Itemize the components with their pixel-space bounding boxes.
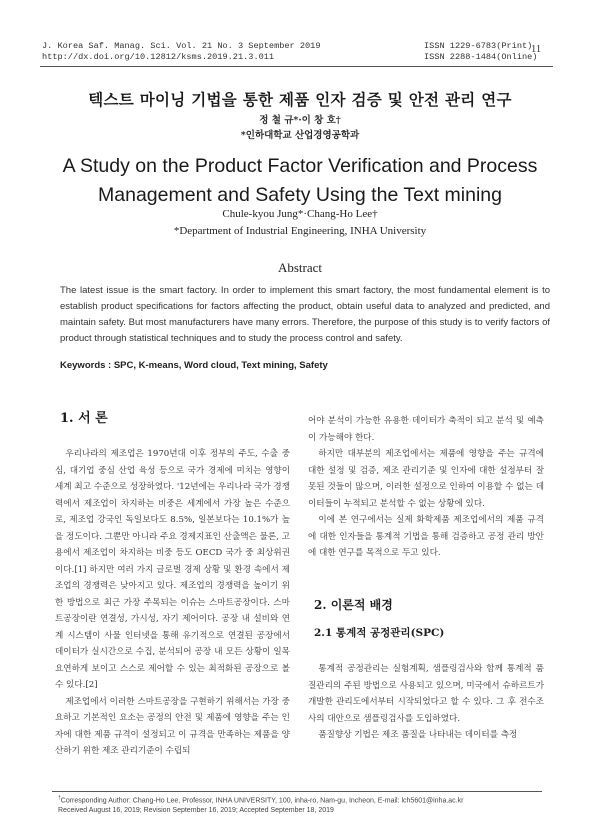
journal-header [42, 41, 320, 63]
section-2-heading: 2. 이론적 배경 [314, 598, 393, 612]
body-column-right-section-2 [308, 661, 544, 744]
journal-citation: J. Korea Saf. Manag. Sci. Vol. 21 No. 3 September 2019 [42, 41, 321, 51]
abstract-heading: Abstract [277, 260, 323, 275]
section-1-heading: 1. 서 론 [60, 411, 108, 426]
body-paragraph [55, 694, 290, 760]
body-paragraph: 이에 본 연구에서는 실제 화학제품 제조업에서의 제품 규격에 대한 인자들을 통계적 기법을 통해 검증하고 공정 관리 방안에 대한 연구를 목적으로 두고 있다. [308, 515, 544, 558]
korean-affiliation: *인하대학교 산업경영공학과 [240, 130, 360, 141]
dagger-mark: † [58, 795, 61, 801]
submission-dates: Received August 16, 2019; Revision September 16, 2019; Accepted September 18, 2019 [58, 806, 334, 814]
header-divider [40, 66, 553, 67]
korean-authors: 정 철 규*·이 창 호† [259, 115, 341, 126]
body-paragraph: 통계적 공정관리는 실험계획, 샘플링검사와 함께 통계적 품질관리의 주된 방법으로 사용되고 있으며, 미국에서 슈하르트가 개발한 관리도에서부터 시작되었다고 할 수 있다. 그 후 전수조사의 대안으로 샘플링검사를 도입하였다. [308, 664, 544, 724]
doi-link[interactable]: http://dx.doi.org/10.12812/ksms.2019.21.3.011 [42, 52, 275, 62]
body-paragraph: 우리나라의 제조업은 1970년대 이후 정부의 주도, 수출 중심, 대기업 중심 산업 육성 등으로 국가 경제에 미치는 영향이 세계 최고 수준으로 성장하였다. '12년에는 우리나라 국가 경쟁력에서 제조업이 차지하는 비중은 세계에서 가장 높은 수준으로, 제조업 강국인 독일보다도 8.5%, 일본보다는 10.1%가 높을 정도이다. 그뿐만 아니라 주요 경제지표인 산출액은 물론, 고용에서 제조업이 차지하는 비중 등도 OECD 국가 중 최상위권이다.[1] 하지만 여러 가지 글로벌 경제 상황 및 환경 속에서 제조업의 경쟁력은 낮아지고 있다. 제조업의 경쟁력을 높이기 위한 방법으로 최근 가장 주목되는 이슈는 스마트공장이다. 스마트공장이란 연결성, 가시성, 자기 제어이다. 공장 내 설비와 연계 시스템이 사물 인터넷을 통해 유기적으로 연결된 공장에서 데이터가 실시간으로 수집, 분석되어 공장 내 모든 상황이 일목요연하게 보이고 스스로 제어할 수 있는 최적화된 공장으로 볼 수 있다.[2] [55, 449, 290, 690]
korean-title: 텍스트 마이닝 기법을 통한 제품 인자 검증 및 안전 관리 연구 [88, 90, 512, 109]
subsection-2-1-heading: 2.1 통계적 공정관리(SPC) [314, 627, 445, 639]
body-column-left [55, 446, 290, 760]
page-number: 11 [531, 44, 542, 55]
issn-block [424, 41, 537, 63]
corresponding-author-text: Corresponding Author: Chang-Ho Lee, Professor, INHA UNIVERSITY, 100, inha-ro, Nam-gu, Incheon, E-mail: lch5601@inha.ac.kr [60, 797, 464, 805]
body-paragraph: 하지만 대부분의 제조업에서는 제품에 영향을 주는 규격에 대한 설정 및 검증, 제조 관리기준 및 인자에 대한 설정부터 잘못된 것들이 많으며, 이러한 설정으로 인하여 이용할 수 없는 데이터들이 누적되고 분석할 수 없는 상황에 있다. [308, 449, 544, 509]
english-authors: Chule-kyou Jung*·Chang-Ho Lee† [222, 208, 378, 220]
english-title [40, 152, 560, 210]
english-title-line-1: A Study on the Product Factor Verification and Process [62, 155, 538, 177]
english-affiliation: *Department of Industrial Engineering, INHA University [173, 225, 427, 237]
english-title-line-2: Management and Safety Using the Text mining [98, 184, 502, 206]
issn-print: ISSN 1229-6783(Print) [424, 41, 533, 51]
body-column-right [308, 413, 544, 562]
abstract-text: The latest issue is the smart factory. In order to implement this smart factory, the most fundamental element is to establish product specifications for factors affecting the product, obtain useful data to analyzed and predicted, and maintain safety. But most manufacturers have many errors. Therefore, the purpose of this study is to verify factors of product through statistical techniques and to study the process control and safety. [60, 285, 550, 344]
body-paragraph-continued: 어야 분석이 가능한 유용한 데이터가 축적이 되고 분석 및 예측이 가능해야 한다. [308, 416, 544, 443]
keywords: Keywords : SPC, K-means, Word cloud, Text mining, Safety [60, 360, 328, 371]
body-paragraph: 품질향상 기법은 제조 품질을 나타내는 데이터를 측정 [318, 730, 518, 740]
paragraph-first-part: 제조업에서 이러한 스마트공장을 구현하기 위해서는 가장 중요하고 기본적인 요소는 공정의 안전 및 제품에 영향을 주는 인자에 대한 제품 규격이 설정되고 이 규격을 만족하는 제품을 양산하기 위한 제조 관리기준이 수립되 [55, 696, 290, 756]
footnote [58, 794, 548, 815]
footnote-divider [52, 791, 542, 792]
issn-online: ISSN 2288-1484(Online) [424, 52, 538, 62]
corresponding-author-note [58, 794, 548, 806]
